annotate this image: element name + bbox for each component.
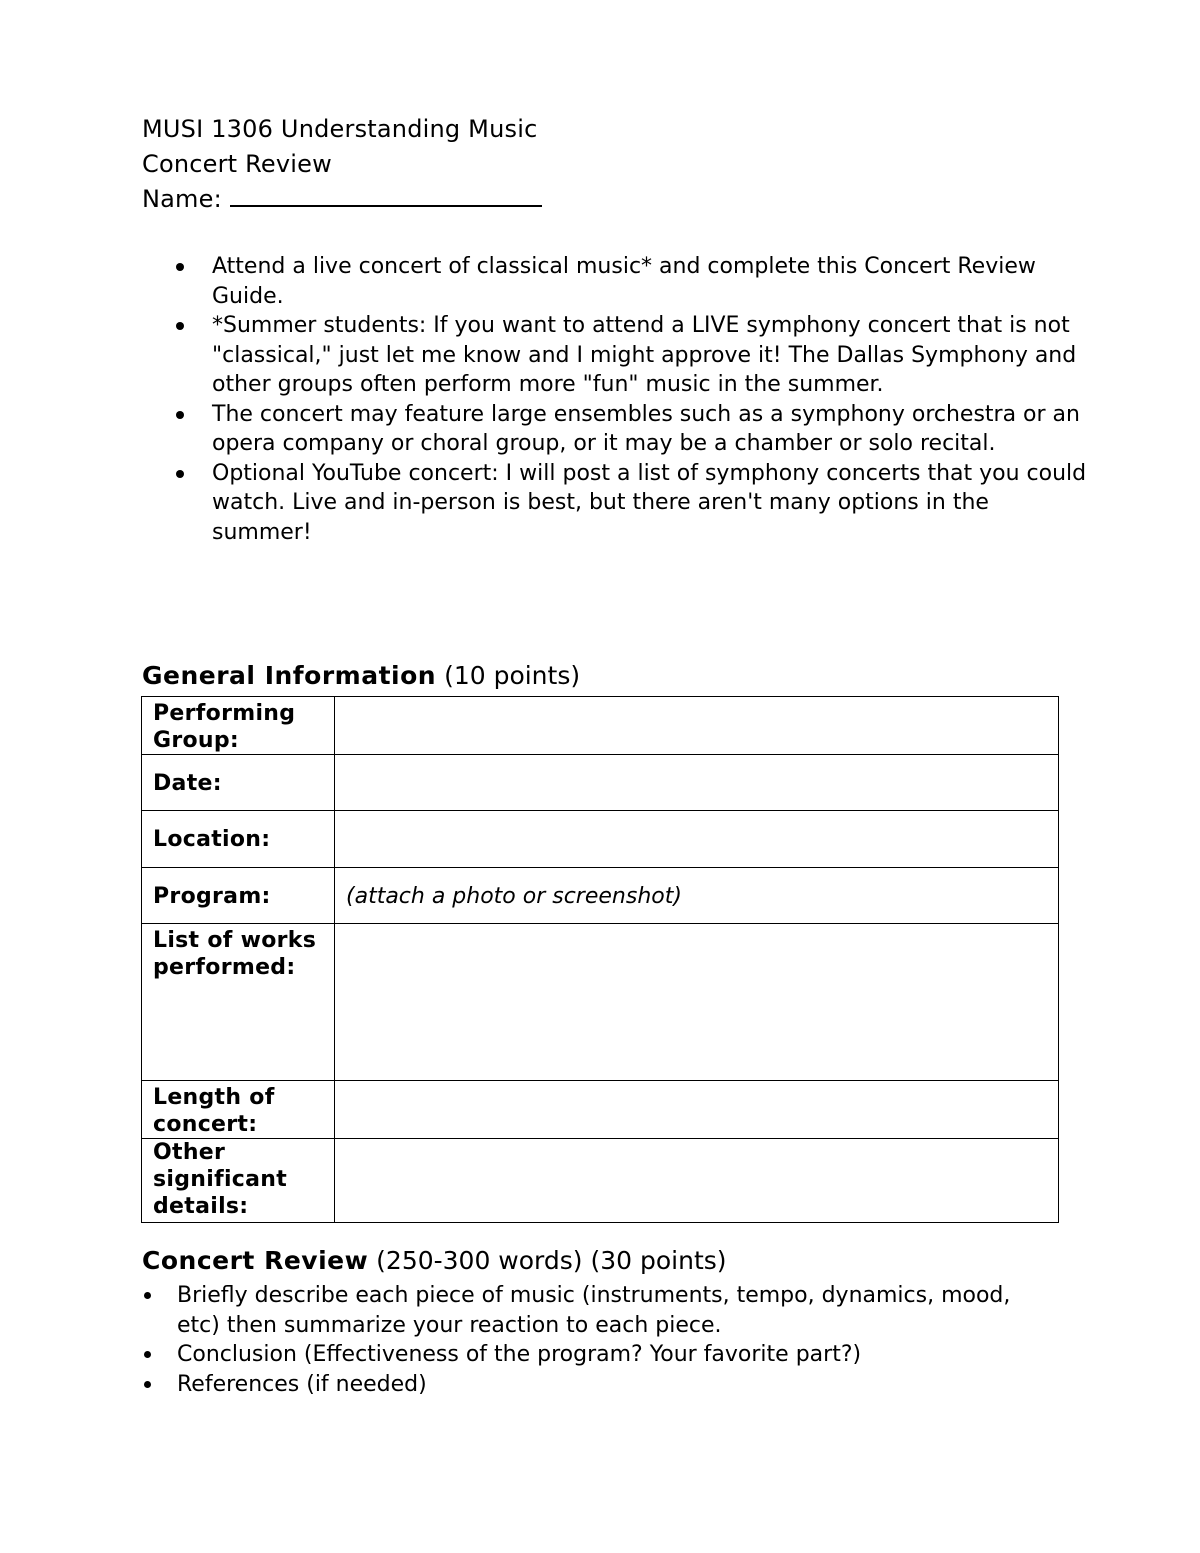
list-item: Briefly describe each piece of music (instruments, tempo, dynamics, mood, etc) then summarize your reaction to each piece.: [177, 1281, 1057, 1340]
row-label: Other significant details:: [142, 1139, 335, 1223]
program-note[interactable]: (attach a photo or screenshot): [335, 868, 1059, 924]
table-row: [142, 868, 1059, 924]
bullet-icon: [176, 263, 184, 271]
name-row: [142, 182, 542, 217]
row-label: Location:: [142, 811, 335, 868]
bullet-icon: [176, 411, 184, 419]
row-label: Performing Group:: [142, 697, 335, 755]
general-info-title: General Information: [142, 661, 437, 690]
list-item: *Summer students: If you want to attend a LIVE symphony concert that is not "classical," just let me know and I might approve it! The Dallas Symphony and other groups often perform more "fun" music in the summer.: [212, 311, 1092, 400]
table-row: [142, 924, 1059, 1081]
table-row: [142, 755, 1059, 811]
concert-review-title: Concert Review: [142, 1246, 369, 1275]
row-value-cell[interactable]: [335, 755, 1059, 811]
bullet-icon: [144, 1381, 151, 1388]
row-value-cell[interactable]: [335, 697, 1059, 755]
list-item: Conclusion (Effectiveness of the program? Your favorite part?): [177, 1340, 1057, 1370]
bullet-icon: [176, 470, 184, 478]
row-value-cell[interactable]: [335, 1139, 1059, 1223]
row-value-cell[interactable]: [335, 1081, 1059, 1139]
concert-review-heading: [142, 1246, 727, 1275]
table-row: [142, 1139, 1059, 1223]
bullet-icon: [144, 1351, 151, 1358]
instructions-list: [212, 252, 1092, 547]
row-value-cell[interactable]: [335, 811, 1059, 868]
document-header: [142, 112, 542, 217]
table-row: [142, 811, 1059, 868]
row-label: Date:: [142, 755, 335, 811]
general-info-table: [141, 696, 1059, 1223]
general-info-heading: [142, 661, 580, 690]
row-label: Program:: [142, 868, 335, 924]
row-value-cell[interactable]: [335, 924, 1059, 1081]
name-label: Name:: [142, 185, 222, 213]
document-title: Concert Review: [142, 150, 332, 178]
concert-review-points: (250-300 words) (30 points): [376, 1246, 727, 1275]
table-row: [142, 697, 1059, 755]
row-label: Length of concert:: [142, 1081, 335, 1139]
list-item: Optional YouTube concert: I will post a list of symphony concerts that you could watch. Live and in-person is best, but there aren't many options in the summer!: [212, 459, 1092, 548]
general-info-points: (10 points): [444, 661, 581, 690]
list-item: Attend a live concert of classical music* and complete this Concert Review Guide.: [212, 252, 1092, 311]
row-label: List of works performed:: [142, 924, 335, 1081]
concert-review-list: [177, 1281, 1057, 1399]
table-row: [142, 1081, 1059, 1139]
bullet-icon: [176, 322, 184, 330]
bullet-icon: [144, 1292, 151, 1299]
list-item: References (if needed): [177, 1370, 1057, 1400]
name-blank-line[interactable]: [230, 185, 542, 207]
course-title: MUSI 1306 Understanding Music: [142, 115, 538, 143]
list-item: The concert may feature large ensembles such as a symphony orchestra or an opera company or choral group, or it may be a chamber or solo recital.: [212, 400, 1092, 459]
